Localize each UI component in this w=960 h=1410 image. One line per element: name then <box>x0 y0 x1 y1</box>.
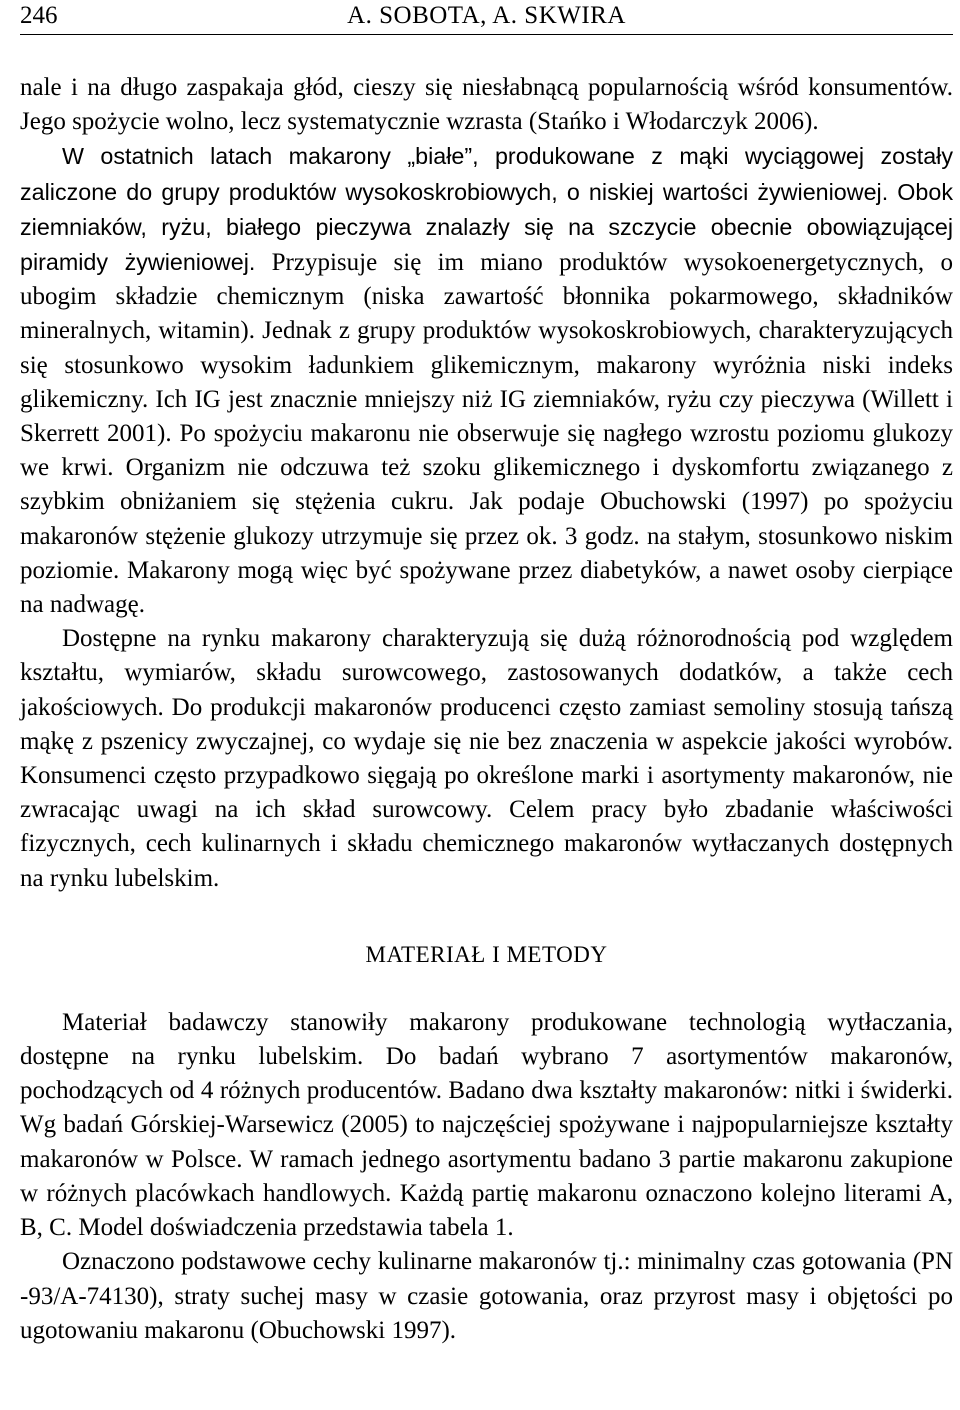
paragraph-culinary-features: Oznaczono podstawowe cechy kulinarne makaronów tj.: minimalny czas gotowania (PN -93/A-74130), straty suchej masy w czasie gotowania, oraz przyrost masy i objętości po ugotowaniu makaronu (Obuchowski 1997). <box>20 1248 953 1344</box>
text-run-energy: Przypisuje się im miano produktów wysokoenergetycznych, o ubogim składzie chemicznym (niska zawartość błonnika pokarmowego, składników mineralnych, witamin). <box>20 249 953 345</box>
section-heading-materials-methods: MATERIAŁ I METODY <box>365 941 608 967</box>
page <box>20 0 953 1348</box>
body-text <box>20 71 953 1348</box>
paragraph-continued: nale i na długo zaspakaja głód, cieszy się niesłabnącą popularnością wśród konsumentów. Jego spożycie wolno, lecz systematycznie wzrasta (Stańko i Włodarczyk 2006). <box>20 74 953 136</box>
sans-text-run: W ostatnich latach makarony „białe”, produkowane z mąki wyciągowej zostały zaliczone do grupy produktów wysokoskrobiowych, o niskiej wartości żywieniowej. Obok ziemniaków, ryżu, białego pieczywa znalazły się na szczycie obecnie obowiązującej piramidy żywieniowej. <box>20 143 953 276</box>
running-head <box>20 0 953 35</box>
page-number: 246 <box>20 2 58 29</box>
text-run-glycemic: Jednak z grupy produktów wysokoskrobiowych, charakteryzujących się stosunkowo wysokim ładunkiem glikemicznym, makarony wyróżnia niski indeks glikemiczny. Ich IG jest znacznie mniejszy niż IG ziemniaków, ryżu czy pieczywa (Willett i Skerrett 2001). Po spożyciu makaronu nie obserwuje się nagłego wzrostu poziomu glukozy we krwi. Organizm nie odczuwa też szoku glikemicznego i dyskomfortu związanego z szybkim obniżaniem się stężenia cukru. Jak podaje Obuchowski (1997) po spożyciu makaronów stężenie glukozy utrzymuje się przez ok. 3 godz. na stałym, stosunkowo niskim poziomie. Makarony mogą więc być spożywane przez diabetyków, a nawet osoby cierpiące na nadwagę. <box>20 317 953 619</box>
paragraph-white-pasta <box>20 139 953 622</box>
paragraph-market-pasta: Dostępne na rynku makarony charakteryzują się dużą różnorodnością pod względem kształtu, wymiarów, składu surowcowego, zastosowanych dodatków, a także cech jakościowych. Do produkcji makaronów producenci często zamiast semoliny stosują tańszą mąkę z pszenicy zwyczajnej, co wydaje się nie bez znaczenia w aspekcie jakości wyrobów. Konsumenci często przypadkowo sięgają po określone marki i asortymenty makaronów, nie zwracając uwagi na ich skład surowcowy. Celem pracy było zbadanie właściwości fizycznych, cech kulinarnych i składu chemicznego makaronów wytłaczanych dostępnych na rynku lubelskim. <box>20 625 953 892</box>
paragraph-research-material: Materiał badawczy stanowiły makarony produkowane technologią wytłaczania, dostępne na rynku lubelskim. Do badań wybrano 7 asortymentów makaronów, pochodzących od 4 różnych producentów. Badano dwa kształty makaronów: nitki i świderki. Wg badań Górskiej-Warsewicz (2005) to najczęściej spożywane i najpopularniejsze kształty makaronów w Polsce. W ramach jednego asortymentu badano 3 partie makaronu zakupione w różnych placówkach handlowych. Każdą partię makaronu oznaczono kolejno literami A, B, C. Model doświadczenia przedstawia tabela 1. <box>20 1008 953 1242</box>
running-title: A. SOBOTA, A. SKWIRA <box>347 2 626 29</box>
